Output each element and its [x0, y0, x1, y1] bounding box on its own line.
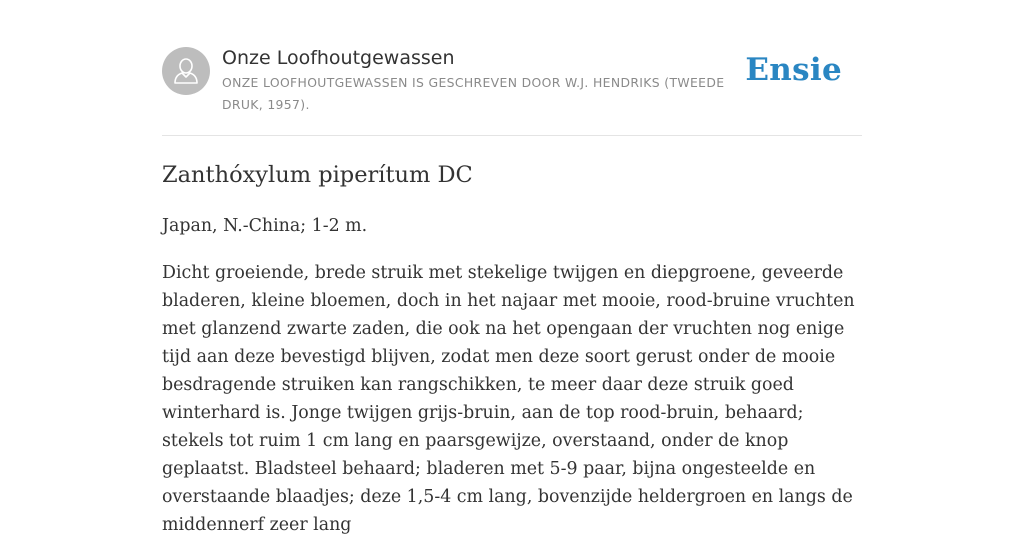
- entry-description: Dicht groeiende, brede struik met stekelige twijgen en diepgroene, geveerde bladeren, kleine bloemen, doch in het najaar met mooie, rood-bruine vruchten met glanzend zwarte zaden, die ook na het opengaan der vruchten nog enige tijd aan deze bevestigd blijven, zodat men deze soort gerust onder de mooie besdragende struiken kan rangschikken, te meer daar deze struik goed winterhard is. Jonge twijgen grijs-bruin, aan de top rood-bruin, behaard; stekels tot ruim 1 cm lang en paarsgewijze, overstaand, onder de knop geplaatst. Bladsteel behaard; bladeren met 5-9 paar, bijna ongesteelde en overstaande blaadjes; deze 1,5-4 cm lang, bovenzijde heldergroen en langs de middennerf zeer lang: [162, 263, 855, 535]
- entry-region: Japan, N.-China; 1-2 m.: [162, 216, 368, 236]
- source-description: ONZE LOOFHOUTGEWASSEN IS GESCHREVEN DOOR W.J. HENDRIKS (TWEEDE DRUK, 1957).: [222, 75, 725, 112]
- header-divider: [162, 135, 862, 136]
- source-avatar[interactable]: [162, 47, 210, 95]
- source-header: [162, 46, 862, 136]
- ensie-logo[interactable]: Ensie: [745, 52, 842, 88]
- user-icon: [162, 47, 210, 95]
- entry-title: Zanthóxylum piperítum DC: [162, 162, 473, 188]
- source-title[interactable]: Onze Loofhoutgewassen: [222, 47, 455, 69]
- entry-content: [162, 212, 864, 558]
